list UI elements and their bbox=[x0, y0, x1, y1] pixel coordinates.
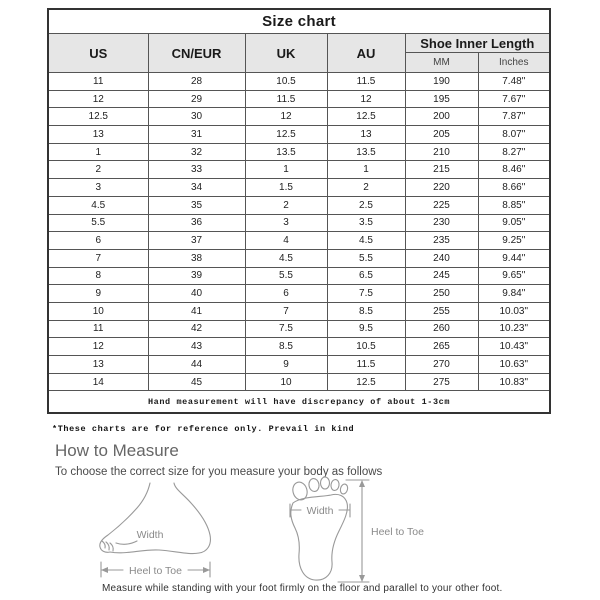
how-to-measure-title: How to Measure bbox=[55, 441, 179, 460]
table-cell: 1 bbox=[245, 161, 327, 179]
table-row bbox=[48, 249, 550, 267]
table-cell: 2 bbox=[48, 161, 148, 179]
width-label: Width bbox=[136, 529, 164, 541]
table-cell: 230 bbox=[405, 214, 478, 232]
table-cell: 8.27" bbox=[478, 143, 550, 161]
table-cell: 2 bbox=[245, 196, 327, 214]
table-cell: 270 bbox=[405, 356, 478, 374]
table-cell: 10.43" bbox=[478, 338, 550, 356]
table-cell: 3 bbox=[245, 214, 327, 232]
table-cell: 7.48" bbox=[478, 73, 550, 91]
table-cell: 11 bbox=[48, 73, 148, 91]
table-cell: 38 bbox=[148, 249, 245, 267]
table-cell: 9.65" bbox=[478, 267, 550, 285]
table-cell: 1 bbox=[327, 161, 405, 179]
how-to-measure-subtitle: To choose the correct size for you measure your body as follows bbox=[55, 466, 383, 478]
table-cell: 31 bbox=[148, 126, 245, 144]
table-cell: 34 bbox=[148, 179, 245, 197]
table-cell: 8.5 bbox=[245, 338, 327, 356]
toe bbox=[339, 483, 348, 494]
table-cell: 29 bbox=[148, 90, 245, 108]
table-cell: 37 bbox=[148, 232, 245, 250]
width-label: Width bbox=[306, 505, 334, 517]
arrowhead-icon bbox=[359, 575, 365, 582]
table-cell: 260 bbox=[405, 320, 478, 338]
table-row bbox=[48, 214, 550, 232]
table-cell: 12.5 bbox=[327, 108, 405, 126]
table-cell: 3 bbox=[48, 179, 148, 197]
table-cell: 12.5 bbox=[327, 373, 405, 391]
table-cell: 6 bbox=[245, 285, 327, 303]
table-header-row bbox=[48, 34, 550, 53]
table-cell: 12.5 bbox=[245, 126, 327, 144]
heel-to-toe-label: Heel to Toe bbox=[129, 565, 182, 577]
table-cell: 10.23" bbox=[478, 320, 550, 338]
table-cell: 35 bbox=[148, 196, 245, 214]
table-cell: 205 bbox=[405, 126, 478, 144]
table-cell: 13 bbox=[48, 356, 148, 374]
table-cell: 5.5 bbox=[327, 249, 405, 267]
table-cell: 10.5 bbox=[327, 338, 405, 356]
table-row bbox=[48, 196, 550, 214]
column-header-au: AU bbox=[327, 34, 405, 73]
table-row bbox=[48, 126, 550, 144]
table-cell: 2.5 bbox=[327, 196, 405, 214]
footprint-diagram bbox=[286, 475, 436, 587]
table-row bbox=[48, 302, 550, 320]
table-cell: 41 bbox=[148, 302, 245, 320]
column-header-us: US bbox=[48, 34, 148, 73]
table-row bbox=[48, 338, 550, 356]
column-header-cneur: CN/EUR bbox=[148, 34, 245, 73]
table-cell: 1.5 bbox=[245, 179, 327, 197]
table-cell: 265 bbox=[405, 338, 478, 356]
table-cell: 8.07" bbox=[478, 126, 550, 144]
table-cell: 8.66" bbox=[478, 179, 550, 197]
table-cell: 11 bbox=[48, 320, 148, 338]
table-cell: 13.5 bbox=[245, 143, 327, 161]
table-cell: 4.5 bbox=[327, 232, 405, 250]
table-cell: 8.5 bbox=[327, 302, 405, 320]
table-row bbox=[48, 373, 550, 391]
column-header-inches: Inches bbox=[478, 53, 550, 73]
table-cell: 4 bbox=[245, 232, 327, 250]
table-footer-row bbox=[48, 391, 550, 414]
table-cell: 11.5 bbox=[327, 356, 405, 374]
table-cell: 200 bbox=[405, 108, 478, 126]
width-leader-line bbox=[116, 541, 137, 544]
table-footer-note: Hand measurement will have discrepancy of about 1-3cm bbox=[48, 391, 550, 414]
table-cell: 14 bbox=[48, 373, 148, 391]
heel-to-toe-label: Heel to Toe bbox=[371, 526, 424, 538]
table-cell: 28 bbox=[148, 73, 245, 91]
size-rows bbox=[48, 73, 550, 391]
table-cell: 40 bbox=[148, 285, 245, 303]
table-cell: 10.5 bbox=[245, 73, 327, 91]
table-cell: 10.83" bbox=[478, 373, 550, 391]
toe bbox=[308, 478, 320, 492]
table-row bbox=[48, 108, 550, 126]
table-cell: 42 bbox=[148, 320, 245, 338]
table-cell: 240 bbox=[405, 249, 478, 267]
table-cell: 9.84" bbox=[478, 285, 550, 303]
arrowhead-icon bbox=[101, 567, 108, 573]
table-row bbox=[48, 356, 550, 374]
table-cell: 9.5 bbox=[327, 320, 405, 338]
foot-side-view-diagram bbox=[97, 482, 219, 582]
column-header-inner-length: Shoe Inner Length bbox=[405, 34, 550, 53]
table-cell: 30 bbox=[148, 108, 245, 126]
table-cell: 10 bbox=[48, 302, 148, 320]
table-cell: 11.5 bbox=[327, 73, 405, 91]
table-cell: 12.5 bbox=[48, 108, 148, 126]
table-cell: 9.25" bbox=[478, 232, 550, 250]
table-cell: 13.5 bbox=[327, 143, 405, 161]
table-cell: 9 bbox=[48, 285, 148, 303]
table-row bbox=[48, 285, 550, 303]
toe bbox=[321, 477, 330, 489]
table-cell: 255 bbox=[405, 302, 478, 320]
measure-instruction: Measure while standing with your foot firmly on the floor and parallel to your other foot. bbox=[102, 583, 503, 594]
column-header-uk: UK bbox=[245, 34, 327, 73]
table-row bbox=[48, 161, 550, 179]
table-cell: 1 bbox=[48, 143, 148, 161]
reference-disclaimer: *These charts are for reference only. Prevail in kind bbox=[52, 424, 355, 434]
table-title: Size chart bbox=[48, 9, 550, 34]
table-cell: 7.67" bbox=[478, 90, 550, 108]
table-cell: 9 bbox=[245, 356, 327, 374]
table-cell: 12 bbox=[327, 90, 405, 108]
table-cell: 275 bbox=[405, 373, 478, 391]
table-cell: 10.63" bbox=[478, 356, 550, 374]
table-cell: 12 bbox=[48, 90, 148, 108]
table-row bbox=[48, 232, 550, 250]
table-cell: 2 bbox=[327, 179, 405, 197]
table-cell: 5.5 bbox=[245, 267, 327, 285]
toe-lines bbox=[102, 541, 113, 551]
table-cell: 6.5 bbox=[327, 267, 405, 285]
table-cell: 12 bbox=[48, 338, 148, 356]
table-row bbox=[48, 179, 550, 197]
table-cell: 225 bbox=[405, 196, 478, 214]
table-row bbox=[48, 267, 550, 285]
table-cell: 43 bbox=[148, 338, 245, 356]
table-cell: 5.5 bbox=[48, 214, 148, 232]
table-cell: 235 bbox=[405, 232, 478, 250]
table-cell: 44 bbox=[148, 356, 245, 374]
column-header-mm: MM bbox=[405, 53, 478, 73]
table-cell: 215 bbox=[405, 161, 478, 179]
table-cell: 8.85" bbox=[478, 196, 550, 214]
table-cell: 6 bbox=[48, 232, 148, 250]
toe bbox=[330, 479, 339, 491]
table-cell: 210 bbox=[405, 143, 478, 161]
table-cell: 9.44" bbox=[478, 249, 550, 267]
table-cell: 245 bbox=[405, 267, 478, 285]
table-row bbox=[48, 73, 550, 91]
table-cell: 8 bbox=[48, 267, 148, 285]
table-cell: 9.05" bbox=[478, 214, 550, 232]
table-cell: 13 bbox=[48, 126, 148, 144]
table-cell: 8.46" bbox=[478, 161, 550, 179]
table-row bbox=[48, 90, 550, 108]
table-cell: 7.5 bbox=[327, 285, 405, 303]
table-cell: 195 bbox=[405, 90, 478, 108]
table-cell: 11.5 bbox=[245, 90, 327, 108]
table-row bbox=[48, 320, 550, 338]
table-title-row bbox=[48, 9, 550, 34]
table-cell: 13 bbox=[327, 126, 405, 144]
table-cell: 33 bbox=[148, 161, 245, 179]
table-cell: 10 bbox=[245, 373, 327, 391]
table-cell: 45 bbox=[148, 373, 245, 391]
table-cell: 7 bbox=[245, 302, 327, 320]
table-cell: 10.03" bbox=[478, 302, 550, 320]
table-row bbox=[48, 143, 550, 161]
table-cell: 12 bbox=[245, 108, 327, 126]
table-cell: 7 bbox=[48, 249, 148, 267]
size-chart-table bbox=[47, 8, 551, 414]
arrowhead-icon bbox=[359, 480, 365, 487]
table-cell: 4.5 bbox=[48, 196, 148, 214]
table-cell: 250 bbox=[405, 285, 478, 303]
table-cell: 190 bbox=[405, 73, 478, 91]
table-cell: 7.87" bbox=[478, 108, 550, 126]
table-cell: 39 bbox=[148, 267, 245, 285]
table-cell: 4.5 bbox=[245, 249, 327, 267]
table-cell: 220 bbox=[405, 179, 478, 197]
table-cell: 3.5 bbox=[327, 214, 405, 232]
table-cell: 36 bbox=[148, 214, 245, 232]
table-cell: 7.5 bbox=[245, 320, 327, 338]
arrowhead-icon bbox=[203, 567, 210, 573]
table-cell: 32 bbox=[148, 143, 245, 161]
